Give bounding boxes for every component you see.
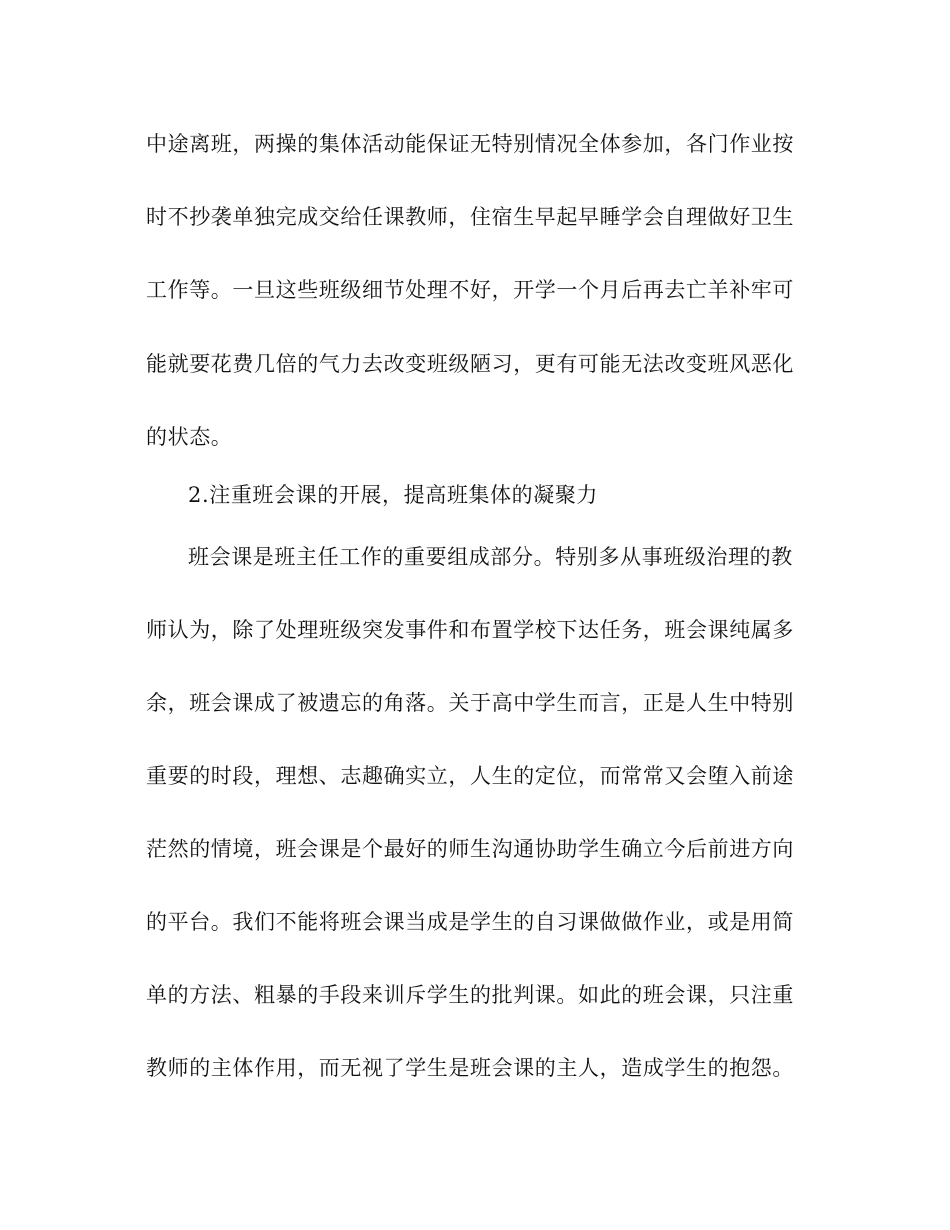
section-heading: 2.注重班会课的开展，提高班集体的凝聚力: [188, 483, 599, 507]
paragraph-line: 工作等。一旦这些班级细节处理不好，开学一个月后再去亡羊补牢可: [146, 278, 794, 302]
paragraph-line: 时不抄袭单独完成交给任课教师，住宿生早起早睡学会自理做好卫生: [146, 205, 794, 229]
paragraph-line: 单的方法、粗暴的手段来训斥学生的批判课。如此的班会课，只注重: [146, 983, 794, 1007]
paragraph-line: 班会课是班主任工作的重要组成部分。特别多从事班级治理的教: [188, 545, 793, 569]
paragraph-line: 重要的时段，理想、志趣确实立，人生的定位，而常常又会堕入前途: [146, 764, 794, 788]
paragraph-line: 余，班会课成了被遗忘的角落。关于高中学生而言，正是人生中特别: [146, 691, 794, 715]
paragraph-line: 茫然的情境，班会课是个最好的师生沟通协助学生确立今后前进方向: [146, 837, 794, 861]
paragraph-line: 教师的主体作用，而无视了学生是班会课的主人，造成学生的抱怨。: [146, 1056, 794, 1080]
paragraph-line: 能就要花费几倍的气力去改变班级陋习，更有可能无法改变班风恶化: [146, 352, 794, 376]
paragraph-line: 中途离班，两操的集体活动能保证无特别情况全体参加，各门作业按: [146, 132, 794, 156]
paragraph-line: 的平台。我们不能将班会课当成是学生的自习课做做作业，或是用简: [146, 910, 794, 934]
paragraph-line: 的状态。: [146, 425, 233, 449]
paragraph-line: 师认为，除了处理班级突发事件和布置学校下达任务，班会课纯属多: [146, 618, 794, 642]
